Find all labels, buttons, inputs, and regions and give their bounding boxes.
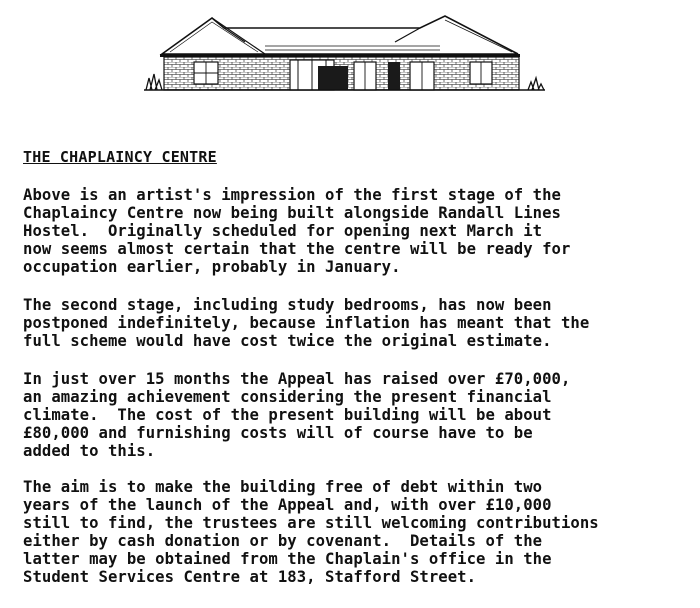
building-sketch-icon	[140, 12, 550, 96]
article-heading: THE CHAPLAINCY CENTRE	[23, 148, 217, 166]
paragraph-4: The aim is to make the building free of debt within two years of the launch of the Appeal and, with over £10,000 still to find, the trustees are still welcoming contributions either by cash donation or by covenant. Details of the latter may be obtained from the Chaplain's office in the Student Services Centre at 183, Stafford Street.	[23, 478, 599, 586]
paragraph-3: In just over 15 months the Appeal has raised over £70,000, an amazing achievement considering the present financial climate. The cost of the present building will be about £80,000 and furnishing costs will of course have to be added to this.	[23, 370, 571, 460]
paragraph-1: Above is an artist's impression of the first stage of the Chaplaincy Centre now being built alongside Randall Lines Hostel. Originally scheduled for opening next March it now seems almost certain that the centre will be ready for occupation earlier, probably in January.	[23, 186, 571, 276]
paragraph-2: The second stage, including study bedrooms, has now been postponed indefinitely, because inflation has meant that the full scheme would have cost twice the original estimate.	[23, 296, 590, 350]
